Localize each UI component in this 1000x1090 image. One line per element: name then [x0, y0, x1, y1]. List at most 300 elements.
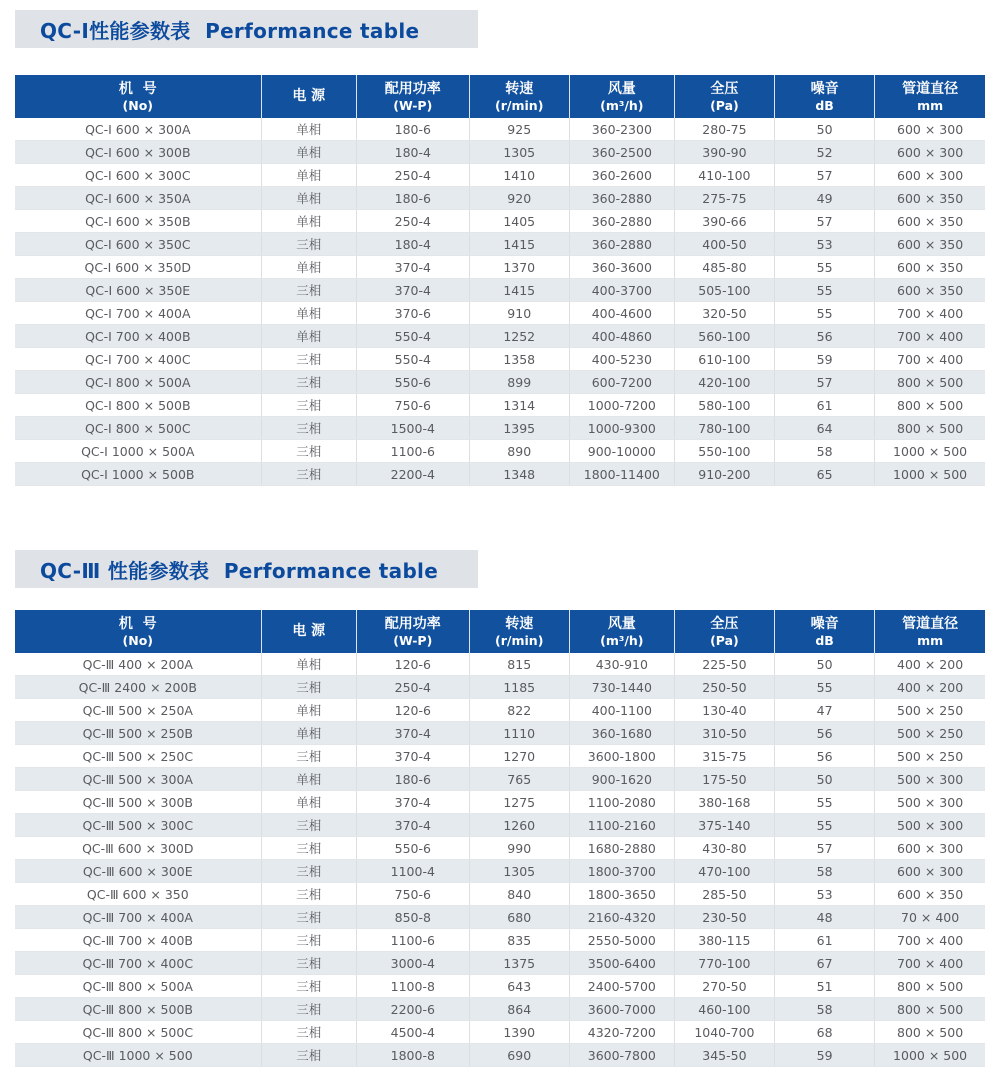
- duct-size-cell: 1000 × 500: [875, 440, 985, 463]
- table-row: [15, 348, 985, 371]
- air-volume-cell: 730-1440: [569, 676, 674, 699]
- power-source-cell: 单相: [261, 118, 356, 141]
- model-cell: QC-Ⅰ 600 × 300B: [15, 141, 261, 164]
- noise-cell: 58: [775, 440, 875, 463]
- air-volume-cell: 1100-2080: [569, 791, 674, 814]
- table-row: [15, 676, 985, 699]
- speed-cell: 1358: [469, 348, 569, 371]
- rated-power-cell: 750-6: [356, 883, 469, 906]
- model-cell: QC-Ⅲ 500 × 250B: [15, 722, 261, 745]
- noise-cell: 67: [775, 952, 875, 975]
- power-source-cell: 单相: [261, 653, 356, 676]
- model-cell: QC-Ⅲ 500 × 300A: [15, 768, 261, 791]
- total-pressure-cell: 380-168: [674, 791, 774, 814]
- rated-power-cell: 4500-4: [356, 1021, 469, 1044]
- total-pressure-cell: 345-50: [674, 1044, 774, 1067]
- table-row: [15, 952, 985, 975]
- air-volume-cell: 360-1680: [569, 722, 674, 745]
- model-cell: QC-Ⅲ 500 × 250C: [15, 745, 261, 768]
- power-source-cell: 三相: [261, 745, 356, 768]
- table-row: [15, 1021, 985, 1044]
- noise-cell: 50: [775, 118, 875, 141]
- noise-cell: 55: [775, 791, 875, 814]
- rated-power-cell: 180-4: [356, 141, 469, 164]
- air-volume-cell: 900-1620: [569, 768, 674, 791]
- noise-cell: 57: [775, 164, 875, 187]
- rated-power-cell: 2200-6: [356, 998, 469, 1021]
- air-volume-cell: 360-2880: [569, 187, 674, 210]
- model-cell: QC-Ⅰ 1000 × 500B: [15, 463, 261, 486]
- air-volume-cell: 3600-7800: [569, 1044, 674, 1067]
- column-header-power-source: 电 源: [261, 75, 356, 118]
- total-pressure-cell: 310-50: [674, 722, 774, 745]
- air-volume-cell: 2400-5700: [569, 975, 674, 998]
- qc1-table-title: QC-Ⅰ性能参数表 Performance table: [40, 18, 420, 43]
- total-pressure-cell: 580-100: [674, 394, 774, 417]
- qc1-title-bar: [15, 10, 478, 48]
- table-row: [15, 814, 985, 837]
- table-row: [15, 302, 985, 325]
- air-volume-cell: 3600-1800: [569, 745, 674, 768]
- speed-cell: 864: [469, 998, 569, 1021]
- column-header-model: 机 号 (No): [15, 610, 261, 653]
- duct-size-cell: 600 × 300: [875, 164, 985, 187]
- duct-size-cell: 600 × 350: [875, 883, 985, 906]
- duct-size-cell: 600 × 300: [875, 141, 985, 164]
- duct-size-cell: 400 × 200: [875, 653, 985, 676]
- noise-cell: 65: [775, 463, 875, 486]
- duct-size-cell: 600 × 350: [875, 210, 985, 233]
- rated-power-cell: 1100-8: [356, 975, 469, 998]
- table-row: [15, 417, 985, 440]
- power-source-cell: 三相: [261, 463, 356, 486]
- power-source-cell: 单相: [261, 256, 356, 279]
- air-volume-cell: 360-3600: [569, 256, 674, 279]
- power-source-cell: 三相: [261, 814, 356, 837]
- noise-cell: 57: [775, 837, 875, 860]
- air-volume-cell: 400-4600: [569, 302, 674, 325]
- rated-power-cell: 3000-4: [356, 952, 469, 975]
- power-source-cell: 三相: [261, 417, 356, 440]
- power-source-cell: 三相: [261, 676, 356, 699]
- noise-cell: 50: [775, 768, 875, 791]
- duct-size-cell: 800 × 500: [875, 1021, 985, 1044]
- noise-cell: 61: [775, 394, 875, 417]
- noise-cell: 51: [775, 975, 875, 998]
- table-row: [15, 233, 985, 256]
- column-header-duct-size: 管道直径 mm: [875, 75, 985, 118]
- table-row: [15, 883, 985, 906]
- speed-cell: 1314: [469, 394, 569, 417]
- speed-cell: 1275: [469, 791, 569, 814]
- speed-cell: 1260: [469, 814, 569, 837]
- rated-power-cell: 850-8: [356, 906, 469, 929]
- air-volume-cell: 400-1100: [569, 699, 674, 722]
- speed-cell: 899: [469, 371, 569, 394]
- air-volume-cell: 1680-2880: [569, 837, 674, 860]
- noise-cell: 55: [775, 279, 875, 302]
- air-volume-cell: 1000-7200: [569, 394, 674, 417]
- model-cell: QC-Ⅲ 400 × 200A: [15, 653, 261, 676]
- rated-power-cell: 370-4: [356, 814, 469, 837]
- speed-cell: 643: [469, 975, 569, 998]
- duct-size-cell: 800 × 500: [875, 371, 985, 394]
- qc1-table-header: [15, 75, 985, 118]
- power-source-cell: 三相: [261, 348, 356, 371]
- power-source-cell: 三相: [261, 952, 356, 975]
- power-source-cell: 单相: [261, 768, 356, 791]
- column-header-model: 机 号 (No): [15, 75, 261, 118]
- rated-power-cell: 750-6: [356, 394, 469, 417]
- column-header-noise: 噪音 dB: [775, 610, 875, 653]
- rated-power-cell: 180-6: [356, 768, 469, 791]
- total-pressure-cell: 380-115: [674, 929, 774, 952]
- total-pressure-cell: 420-100: [674, 371, 774, 394]
- speed-cell: 920: [469, 187, 569, 210]
- table-row: [15, 745, 985, 768]
- qc3-table-header: [15, 610, 985, 653]
- table-row: [15, 906, 985, 929]
- model-cell: QC-Ⅲ 700 × 400A: [15, 906, 261, 929]
- noise-cell: 53: [775, 883, 875, 906]
- noise-cell: 56: [775, 722, 875, 745]
- noise-cell: 68: [775, 1021, 875, 1044]
- total-pressure-cell: 560-100: [674, 325, 774, 348]
- speed-cell: 1410: [469, 164, 569, 187]
- table-row: [15, 998, 985, 1021]
- air-volume-cell: 1000-9300: [569, 417, 674, 440]
- duct-size-cell: 800 × 500: [875, 394, 985, 417]
- power-source-cell: 三相: [261, 883, 356, 906]
- model-cell: QC-Ⅲ 800 × 500B: [15, 998, 261, 1021]
- noise-cell: 61: [775, 929, 875, 952]
- duct-size-cell: 500 × 300: [875, 814, 985, 837]
- table-row: [15, 187, 985, 210]
- model-cell: QC-Ⅲ 700 × 400B: [15, 929, 261, 952]
- noise-cell: 58: [775, 998, 875, 1021]
- total-pressure-cell: 1040-700: [674, 1021, 774, 1044]
- table-row: [15, 463, 985, 486]
- noise-cell: 56: [775, 745, 875, 768]
- total-pressure-cell: 470-100: [674, 860, 774, 883]
- air-volume-cell: 600-7200: [569, 371, 674, 394]
- rated-power-cell: 180-4: [356, 233, 469, 256]
- table-row: [15, 279, 985, 302]
- table-row: [15, 860, 985, 883]
- speed-cell: 1375: [469, 952, 569, 975]
- model-cell: QC-Ⅰ 600 × 350C: [15, 233, 261, 256]
- rated-power-cell: 1100-4: [356, 860, 469, 883]
- power-source-cell: 单相: [261, 210, 356, 233]
- total-pressure-cell: 410-100: [674, 164, 774, 187]
- power-source-cell: 单相: [261, 791, 356, 814]
- rated-power-cell: 370-6: [356, 302, 469, 325]
- rated-power-cell: 370-4: [356, 722, 469, 745]
- speed-cell: 1395: [469, 417, 569, 440]
- noise-cell: 56: [775, 325, 875, 348]
- noise-cell: 55: [775, 302, 875, 325]
- model-cell: QC-Ⅲ 800 × 500C: [15, 1021, 261, 1044]
- rated-power-cell: 120-6: [356, 653, 469, 676]
- air-volume-cell: 2550-5000: [569, 929, 674, 952]
- total-pressure-cell: 610-100: [674, 348, 774, 371]
- model-cell: QC-Ⅰ 600 × 350D: [15, 256, 261, 279]
- total-pressure-cell: 175-50: [674, 768, 774, 791]
- total-pressure-cell: 250-50: [674, 676, 774, 699]
- air-volume-cell: 360-2880: [569, 233, 674, 256]
- power-source-cell: 单相: [261, 187, 356, 210]
- table-row: [15, 699, 985, 722]
- power-source-cell: 单相: [261, 141, 356, 164]
- table-row: [15, 768, 985, 791]
- total-pressure-cell: 910-200: [674, 463, 774, 486]
- speed-cell: 1305: [469, 860, 569, 883]
- duct-size-cell: 800 × 500: [875, 417, 985, 440]
- column-header-speed: 转速 (r/min): [469, 610, 569, 653]
- noise-cell: 57: [775, 371, 875, 394]
- total-pressure-cell: 225-50: [674, 653, 774, 676]
- column-header-noise: 噪音 dB: [775, 75, 875, 118]
- table-row: [15, 791, 985, 814]
- duct-size-cell: 800 × 500: [875, 998, 985, 1021]
- air-volume-cell: 400-3700: [569, 279, 674, 302]
- duct-size-cell: 600 × 300: [875, 837, 985, 860]
- rated-power-cell: 550-6: [356, 837, 469, 860]
- total-pressure-cell: 550-100: [674, 440, 774, 463]
- model-cell: QC-Ⅰ 800 × 500A: [15, 371, 261, 394]
- speed-cell: 1348: [469, 463, 569, 486]
- speed-cell: 765: [469, 768, 569, 791]
- duct-size-cell: 600 × 350: [875, 256, 985, 279]
- duct-size-cell: 600 × 300: [875, 860, 985, 883]
- rated-power-cell: 550-4: [356, 348, 469, 371]
- power-source-cell: 三相: [261, 975, 356, 998]
- noise-cell: 59: [775, 348, 875, 371]
- total-pressure-cell: 430-80: [674, 837, 774, 860]
- noise-cell: 55: [775, 814, 875, 837]
- qc3-title-bar: [15, 550, 478, 588]
- speed-cell: 835: [469, 929, 569, 952]
- table-row: [15, 837, 985, 860]
- rated-power-cell: 370-4: [356, 745, 469, 768]
- air-volume-cell: 2160-4320: [569, 906, 674, 929]
- total-pressure-cell: 390-66: [674, 210, 774, 233]
- duct-size-cell: 500 × 250: [875, 745, 985, 768]
- table-row: [15, 371, 985, 394]
- duct-size-cell: 1000 × 500: [875, 1044, 985, 1067]
- air-volume-cell: 360-2880: [569, 210, 674, 233]
- noise-cell: 55: [775, 256, 875, 279]
- table-row: [15, 141, 985, 164]
- power-source-cell: 三相: [261, 998, 356, 1021]
- rated-power-cell: 550-6: [356, 371, 469, 394]
- speed-cell: 910: [469, 302, 569, 325]
- table-row: [15, 394, 985, 417]
- speed-cell: 890: [469, 440, 569, 463]
- table-row: [15, 118, 985, 141]
- model-cell: QC-Ⅰ 700 × 400C: [15, 348, 261, 371]
- model-cell: QC-Ⅲ 700 × 400C: [15, 952, 261, 975]
- qc1-table-body: [15, 118, 985, 486]
- model-cell: QC-Ⅰ 800 × 500C: [15, 417, 261, 440]
- total-pressure-cell: 505-100: [674, 279, 774, 302]
- power-source-cell: 三相: [261, 440, 356, 463]
- duct-size-cell: 800 × 500: [875, 975, 985, 998]
- noise-cell: 50: [775, 653, 875, 676]
- speed-cell: 1270: [469, 745, 569, 768]
- air-volume-cell: 1800-3650: [569, 883, 674, 906]
- column-header-total-pressure: 全压 (Pa): [674, 610, 774, 653]
- speed-cell: 1185: [469, 676, 569, 699]
- table-row: [15, 975, 985, 998]
- power-source-cell: 三相: [261, 1044, 356, 1067]
- column-header-total-pressure: 全压 (Pa): [674, 75, 774, 118]
- duct-size-cell: 70 × 400: [875, 906, 985, 929]
- total-pressure-cell: 130-40: [674, 699, 774, 722]
- noise-cell: 55: [775, 676, 875, 699]
- qc3-table-body: [15, 653, 985, 1067]
- model-cell: QC-Ⅰ 700 × 400B: [15, 325, 261, 348]
- table-row: [15, 440, 985, 463]
- table-row: [15, 1044, 985, 1067]
- air-volume-cell: 360-2600: [569, 164, 674, 187]
- table-row: [15, 929, 985, 952]
- power-source-cell: 单相: [261, 325, 356, 348]
- power-source-cell: 三相: [261, 279, 356, 302]
- duct-size-cell: 700 × 400: [875, 302, 985, 325]
- duct-size-cell: 600 × 350: [875, 279, 985, 302]
- speed-cell: 690: [469, 1044, 569, 1067]
- power-source-cell: 三相: [261, 394, 356, 417]
- model-cell: QC-Ⅲ 2400 × 200B: [15, 676, 261, 699]
- table-row: [15, 164, 985, 187]
- speed-cell: 1305: [469, 141, 569, 164]
- air-volume-cell: 1100-2160: [569, 814, 674, 837]
- table-row: [15, 722, 985, 745]
- rated-power-cell: 250-4: [356, 164, 469, 187]
- speed-cell: 1415: [469, 279, 569, 302]
- column-header-air-volume: 风量 (m³/h): [569, 610, 674, 653]
- model-cell: QC-Ⅰ 1000 × 500A: [15, 440, 261, 463]
- noise-cell: 57: [775, 210, 875, 233]
- model-cell: QC-Ⅲ 500 × 300C: [15, 814, 261, 837]
- duct-size-cell: 400 × 200: [875, 676, 985, 699]
- model-cell: QC-Ⅰ 600 × 300C: [15, 164, 261, 187]
- speed-cell: 1390: [469, 1021, 569, 1044]
- air-volume-cell: 1800-11400: [569, 463, 674, 486]
- duct-size-cell: 700 × 400: [875, 952, 985, 975]
- duct-size-cell: 600 × 350: [875, 187, 985, 210]
- power-source-cell: 三相: [261, 371, 356, 394]
- model-cell: QC-Ⅰ 600 × 350E: [15, 279, 261, 302]
- noise-cell: 58: [775, 860, 875, 883]
- rated-power-cell: 1500-4: [356, 417, 469, 440]
- speed-cell: 680: [469, 906, 569, 929]
- model-cell: QC-Ⅲ 600 × 300D: [15, 837, 261, 860]
- rated-power-cell: 250-4: [356, 210, 469, 233]
- model-cell: QC-Ⅲ 600 × 350: [15, 883, 261, 906]
- column-header-air-volume: 风量 (m³/h): [569, 75, 674, 118]
- rated-power-cell: 1100-6: [356, 929, 469, 952]
- rated-power-cell: 370-4: [356, 279, 469, 302]
- noise-cell: 52: [775, 141, 875, 164]
- rated-power-cell: 250-4: [356, 676, 469, 699]
- model-cell: QC-Ⅲ 500 × 250A: [15, 699, 261, 722]
- total-pressure-cell: 270-50: [674, 975, 774, 998]
- column-header-duct-size: 管道直径 mm: [875, 610, 985, 653]
- total-pressure-cell: 280-75: [674, 118, 774, 141]
- model-cell: QC-Ⅰ 600 × 350B: [15, 210, 261, 233]
- total-pressure-cell: 390-90: [674, 141, 774, 164]
- duct-size-cell: 700 × 400: [875, 929, 985, 952]
- air-volume-cell: 400-5230: [569, 348, 674, 371]
- noise-cell: 49: [775, 187, 875, 210]
- total-pressure-cell: 485-80: [674, 256, 774, 279]
- air-volume-cell: 4320-7200: [569, 1021, 674, 1044]
- speed-cell: 925: [469, 118, 569, 141]
- duct-size-cell: 500 × 300: [875, 768, 985, 791]
- column-header-power-source: 电 源: [261, 610, 356, 653]
- rated-power-cell: 370-4: [356, 256, 469, 279]
- power-source-cell: 三相: [261, 860, 356, 883]
- model-cell: QC-Ⅰ 800 × 500B: [15, 394, 261, 417]
- rated-power-cell: 1100-6: [356, 440, 469, 463]
- speed-cell: 1405: [469, 210, 569, 233]
- noise-cell: 48: [775, 906, 875, 929]
- noise-cell: 59: [775, 1044, 875, 1067]
- duct-size-cell: 700 × 400: [875, 325, 985, 348]
- duct-size-cell: 500 × 300: [875, 791, 985, 814]
- duct-size-cell: 700 × 400: [875, 348, 985, 371]
- table-row: [15, 325, 985, 348]
- total-pressure-cell: 400-50: [674, 233, 774, 256]
- qc3-performance-table: [15, 610, 985, 1067]
- model-cell: QC-Ⅰ 600 × 350A: [15, 187, 261, 210]
- table-row: [15, 653, 985, 676]
- duct-size-cell: 1000 × 500: [875, 463, 985, 486]
- air-volume-cell: 430-910: [569, 653, 674, 676]
- speed-cell: 1370: [469, 256, 569, 279]
- model-cell: QC-Ⅰ 600 × 300A: [15, 118, 261, 141]
- speed-cell: 840: [469, 883, 569, 906]
- power-source-cell: 单相: [261, 302, 356, 325]
- model-cell: QC-Ⅲ 1000 × 500: [15, 1044, 261, 1067]
- model-cell: QC-Ⅲ 600 × 300E: [15, 860, 261, 883]
- rated-power-cell: 1800-8: [356, 1044, 469, 1067]
- power-source-cell: 单相: [261, 722, 356, 745]
- power-source-cell: 单相: [261, 164, 356, 187]
- air-volume-cell: 1800-3700: [569, 860, 674, 883]
- duct-size-cell: 500 × 250: [875, 699, 985, 722]
- duct-size-cell: 600 × 300: [875, 118, 985, 141]
- power-source-cell: 三相: [261, 929, 356, 952]
- speed-cell: 822: [469, 699, 569, 722]
- total-pressure-cell: 275-75: [674, 187, 774, 210]
- speed-cell: 1110: [469, 722, 569, 745]
- rated-power-cell: 2200-4: [356, 463, 469, 486]
- noise-cell: 47: [775, 699, 875, 722]
- speed-cell: 1415: [469, 233, 569, 256]
- total-pressure-cell: 460-100: [674, 998, 774, 1021]
- air-volume-cell: 400-4860: [569, 325, 674, 348]
- power-source-cell: 三相: [261, 837, 356, 860]
- power-source-cell: 三相: [261, 233, 356, 256]
- speed-cell: 815: [469, 653, 569, 676]
- column-header-rated-power: 配用功率 (W-P): [356, 75, 469, 118]
- air-volume-cell: 3500-6400: [569, 952, 674, 975]
- table-row: [15, 256, 985, 279]
- speed-cell: 990: [469, 837, 569, 860]
